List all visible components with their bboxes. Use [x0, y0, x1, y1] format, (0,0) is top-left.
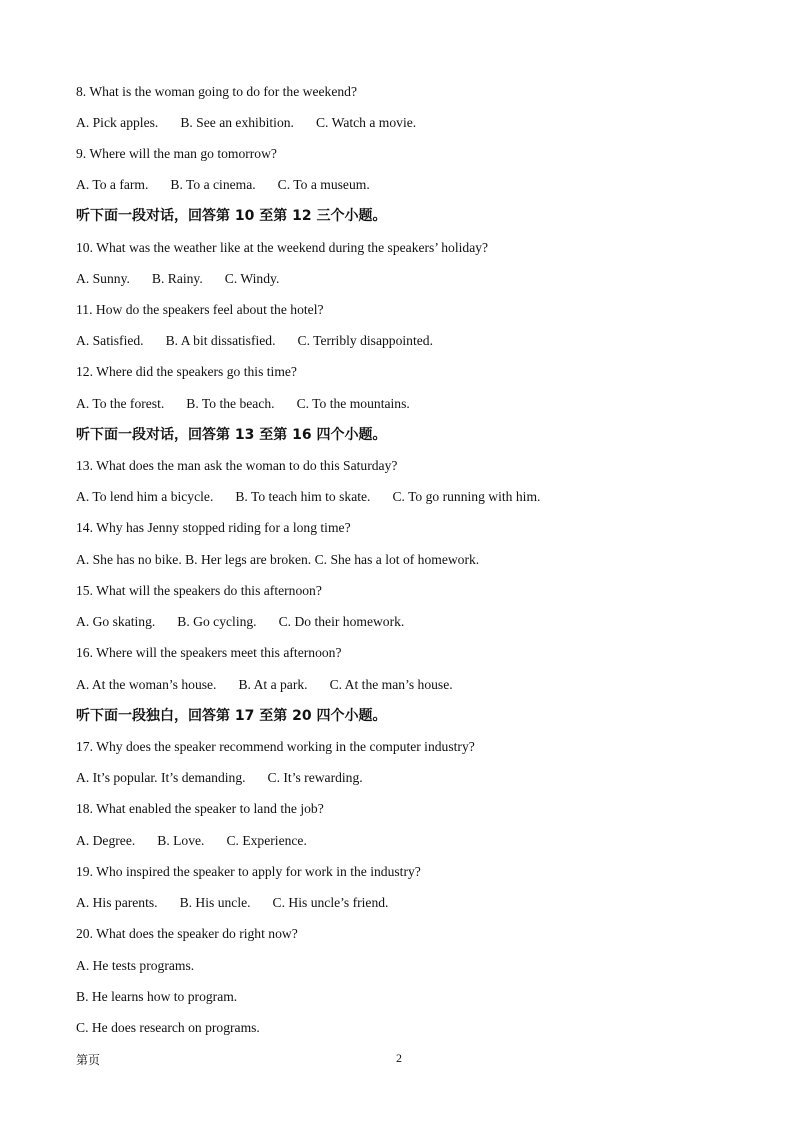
option-a: A. Degree.: [76, 833, 136, 848]
option-c: C. Do their homework.: [278, 614, 405, 629]
option-b: B. Go cycling.: [177, 614, 257, 629]
option-b: B. Rainy.: [151, 271, 203, 286]
option-a: A. Satisfied.: [76, 333, 144, 348]
option-a: A. His parents.: [76, 895, 158, 910]
option-b: B. To the beach.: [186, 396, 275, 411]
option-a: A. At the woman’s house.: [76, 677, 217, 692]
options-10: [76, 271, 301, 287]
option-b: B. See an exhibition.: [180, 115, 294, 130]
option-b: B. To teach him to skate.: [235, 489, 371, 504]
option-c: C. At the man’s house.: [329, 677, 453, 692]
question-10: 10. What was the weather like at the weekend during the speakers’ holiday?: [76, 240, 489, 255]
option-a: A. Pick apples.: [76, 115, 159, 130]
option-c: C. Watch a movie.: [315, 115, 417, 130]
page-number: 2: [396, 1051, 402, 1065]
option-b: B. To a cinema.: [170, 177, 256, 192]
option-c: C. It’s rewarding.: [267, 770, 363, 785]
option-ab: A. It’s popular. It’s demanding.: [76, 770, 246, 785]
option-c: C. To go running with him.: [392, 489, 541, 504]
options-11: [76, 333, 455, 349]
footer-label: 第页: [76, 1053, 101, 1067]
question-20: 20. What does the speaker do right now?: [76, 926, 298, 941]
option-a: A. To lend him a bicycle.: [76, 489, 214, 504]
option-b: B. At a park.: [238, 677, 308, 692]
option-a: A. Sunny.: [76, 271, 130, 286]
section-heading-1: 听下面一段对话，回答第 10 至第 12 三个小题。: [76, 208, 387, 224]
question-11: 11. How do the speakers feel about the hotel?: [76, 302, 324, 317]
question-14: 14. Why has Jenny stopped riding for a long time?: [76, 520, 351, 535]
option-c: C. Terribly disappointed.: [297, 333, 433, 348]
options-19: [76, 895, 410, 911]
option-20-c: C. He does research on programs.: [76, 1020, 260, 1035]
options-8: [76, 115, 438, 131]
section-heading-2: 听下面一段对话，回答第 13 至第 16 四个小题。: [76, 427, 387, 443]
option-a: A. To the forest.: [76, 396, 165, 411]
question-18: 18. What enabled the speaker to land the job?: [76, 801, 324, 816]
options-14: A. She has no bike. B. Her legs are broken. C. She has a lot of homework.: [76, 552, 480, 567]
options-17: [76, 770, 385, 786]
question-15: 15. What will the speakers do this afternoon?: [76, 583, 322, 598]
option-a: A. Go skating.: [76, 614, 156, 629]
options-15: [76, 614, 426, 630]
section-heading-3: 听下面一段独白，回答第 17 至第 20 四个小题。: [76, 708, 387, 724]
options-12: [76, 396, 432, 412]
option-c: C. Windy.: [224, 271, 280, 286]
question-19: 19. Who inspired the speaker to apply for work in the industry?: [76, 864, 421, 879]
options-18: [76, 833, 329, 849]
question-16: 16. Where will the speakers meet this afternoon?: [76, 645, 342, 660]
option-20-a: A. He tests programs.: [76, 958, 195, 973]
option-b: B. A bit dissatisfied.: [165, 333, 276, 348]
option-c: C. His uncle’s friend.: [272, 895, 389, 910]
options-16: [76, 677, 475, 693]
question-12: 12. Where did the speakers go this time?: [76, 364, 297, 379]
question-13: 13. What does the man ask the woman to do this Saturday?: [76, 458, 398, 473]
options-9: [76, 177, 392, 193]
option-b: B. Love.: [157, 833, 205, 848]
option-c: C. Experience.: [226, 833, 307, 848]
option-c: C. To a museum.: [277, 177, 370, 192]
question-8: 8. What is the woman going to do for the weekend?: [76, 84, 357, 99]
option-a: A. To a farm.: [76, 177, 149, 192]
options-13: [76, 489, 562, 505]
option-b: B. His uncle.: [179, 895, 251, 910]
question-9: 9. Where will the man go tomorrow?: [76, 146, 277, 161]
option-20-b: B. He learns how to program.: [76, 989, 238, 1004]
option-c: C. To the mountains.: [296, 396, 410, 411]
question-17: 17. Why does the speaker recommend working in the computer industry?: [76, 739, 475, 754]
